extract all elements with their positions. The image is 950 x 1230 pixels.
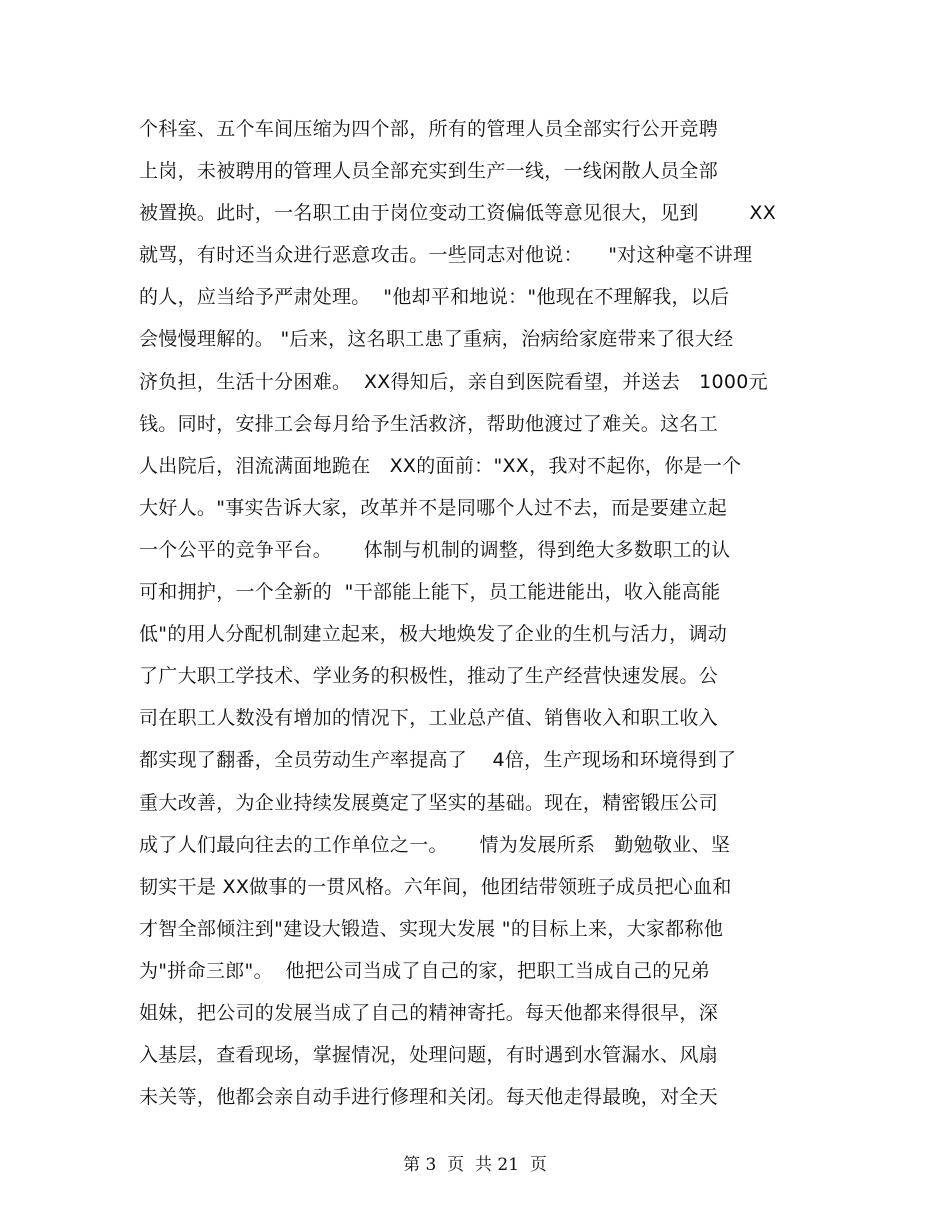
text-line: 可和拥护，一个全新的 "干部能上能下，员工能进能出，收入能高能 — [139, 581, 721, 604]
text-line: 才智全部倾注到"建设大锻造、实现大发展 "的目标上来，大家都称他 — [139, 917, 724, 940]
text-line: 钱。同时，安排工会每月给予生活救济，帮助他渡过了难关。这名工 — [139, 412, 719, 435]
text-line: 韧实干是 XX做事的一贯风格。六年间，他团结带领班子成员把心血和 — [139, 875, 732, 898]
page-number-footer: 第 3 页 共 21 页 — [403, 1155, 547, 1175]
text-line: 低"的用人分配机制建立起来，极大地焕发了企业的生机与活力，调动 — [139, 623, 728, 646]
text-line: 被置换。此时，一名职工由于岗位变动工资偏低等意见很大，见到 XX — [139, 202, 777, 225]
text-line: 大好人。"事实告诉大家，改革并不是同哪个人过不去，而是要建立起 — [139, 496, 728, 519]
text-line: 就骂，有时还当众进行恶意攻击。一些同志对他说： "对这种毫不讲理 — [139, 244, 753, 267]
text-line: 个科室、五个车间压缩为四个部，所有的管理人员全部实行公开竞聘 — [139, 118, 719, 140]
text-line: 重大改善，为企业持续发展奠定了坚实的基础。现在，精密锻压公司 — [139, 791, 719, 814]
text-line: 司在职工人数没有增加的情况下，工业总产值、销售收入和职工收入 — [139, 707, 719, 730]
body-text — [139, 113, 819, 1123]
text-line: 姐妹，把公司的发展当成了自己的精神寄托。每天他都来得很早，深 — [139, 1001, 719, 1024]
text-line: 成了人们最向往去的工作单位之一。 情为发展所系 勤勉敬业、坚 — [139, 833, 731, 856]
text-line: 济负担，生活十分困难。 XX得知后，亲自到医院看望，并送去 1000元 — [139, 370, 768, 393]
text-line: 一个公平的竞争平台。 体制与机制的调整，得到绝大多数职工的认 — [139, 538, 731, 561]
text-line: 人出院后，泪流满面地跪在 XX的面前："XX，我对不起你，你是一个 — [139, 454, 742, 477]
text-line: 未关等，他都会亲自动手进行修理和关闭。每天他走得最晚，对全天 — [139, 1086, 719, 1109]
text-line: 了广大职工学技术、学业务的积极性，推动了生产经营快速发展。公 — [139, 665, 719, 688]
text-line: 的人，应当给予严肃处理。 "他却平和地说："他现在不理解我，以后 — [139, 286, 730, 309]
text-line: 入基层，查看现场，掌握情况，处理问题，有时遇到水管漏水、风扇 — [139, 1044, 719, 1067]
text-line: 为"拼命三郎"。 他把公司当成了自己的家，把职工当成自己的兄弟 — [139, 959, 711, 982]
text-line: 会慢慢理解的。 "后来，这名职工患了重病，治病给家庭带来了很大经 — [139, 328, 734, 351]
text-line: 都实现了翻番，全员劳动生产率提高了 4倍，生产现场和环境得到了 — [139, 749, 737, 772]
text-line: 上岗，未被聘用的管理人员全部充实到生产一线，一线闲散人员全部 — [139, 160, 719, 183]
